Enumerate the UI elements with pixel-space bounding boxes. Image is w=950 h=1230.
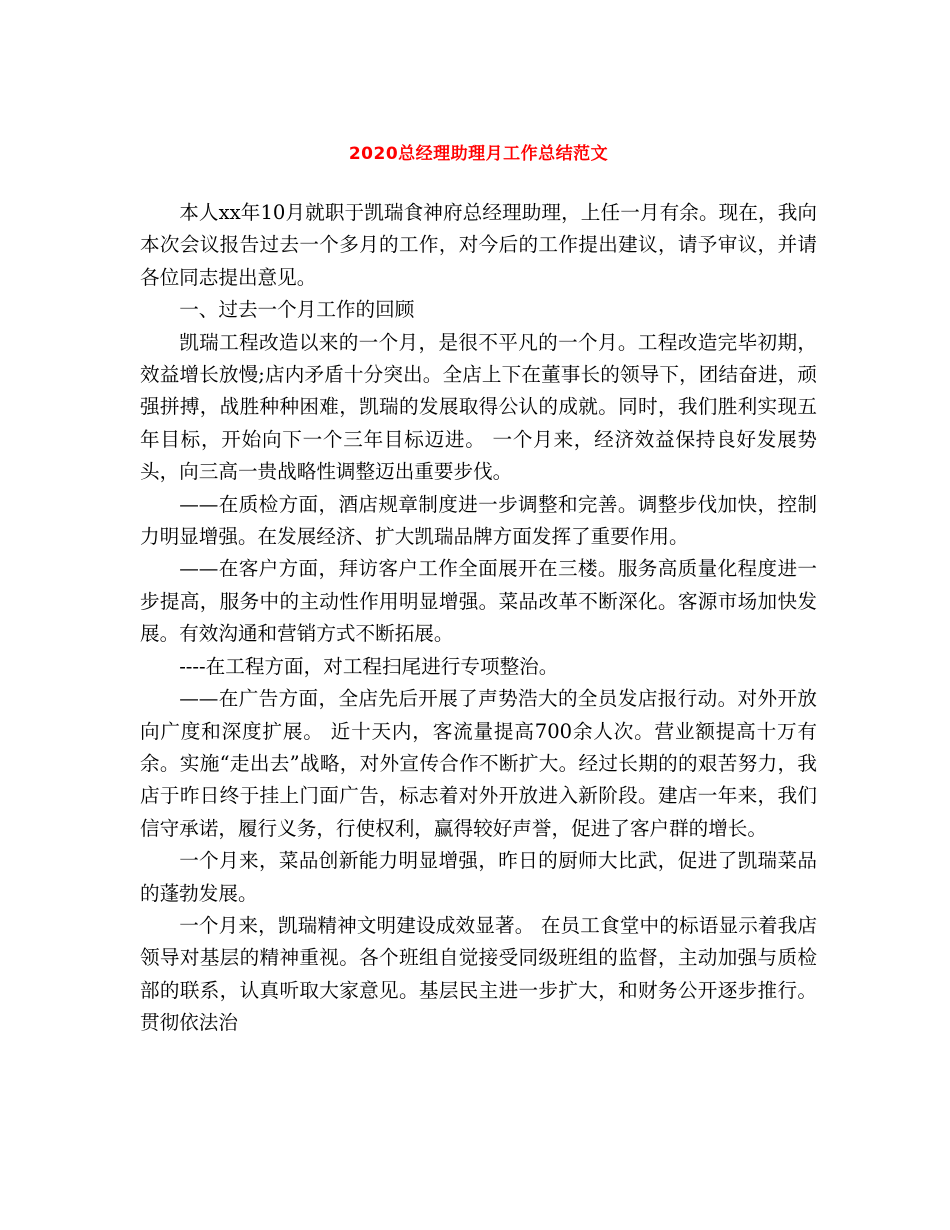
- paragraph-quality: ——在质检方面，酒店规章制度进一步调整和完善。调整步伐加快，控制力明显增强。在发展经济、扩大凯瑞品牌方面发挥了重要作用。: [140, 492, 817, 549]
- section-heading-review: 一、过去一个月工作的回顾: [179, 298, 415, 322]
- paragraph-culture: 一个月来，凯瑞精神文明建设成效显著。 在员工食堂中的标语显示着我店领导对基层的精神重视。各个班组自觉接受同级班组的监督，主动加强与质检部的联系，认真听取大家意见。基层民主进一步扩大，和财务公开逐步推行。贯彻依法治: [140, 913, 817, 1035]
- document-body: [140, 197, 817, 1040]
- paragraph-engineering: ----在工程方面，对工程扫尾进行专项整治。: [179, 654, 559, 678]
- paragraph-advertising: ——在广告方面，全店先后开展了声势浩大的全员发店报行动。对外开放向广度和深度扩展。 近十天内，客流量提高700余人次。营业额提高十万有余。实施“走出去”战略，对外宣传合作不断扩大。经过长期的的艰苦努力，我店于昨日终于挂上门面广告，标志着对外开放进入新阶段。建店一年来，我们信守承诺，履行义务，行使权利，赢得较好声誉，促进了客户群的增长。: [140, 687, 817, 840]
- paragraph-customer: ——在客户方面，拜访客户工作全面展开在三楼。服务高质量化程度进一步提高，服务中的主动性作用明显增强。菜品改革不断深化。客源市场加快发展。有效沟通和营销方式不断拓展。: [140, 557, 817, 646]
- paragraph-overview: 凯瑞工程改造以来的一个月，是很不平凡的一个月。工程改造完毕初期，效益增长放慢;店内矛盾十分突出。全店上下在董事长的领导下，团结奋进，顽强拼搏，战胜种种困难，凯瑞的发展取得公认的成就。同时，我们胜利实现五年目标，开始向下一个三年目标迈进。 一个月来，经济效益保持良好发展势头，向三高一贵战略性调整迈出重要步伐。: [140, 330, 817, 484]
- paragraph-dishes: 一个月来，菜品创新能力明显增强，昨日的厨师大比武，促进了凯瑞菜品的蓬勃发展。: [140, 849, 817, 905]
- document-title: 2020总经理助理月工作总结范文: [348, 144, 609, 164]
- paragraph-intro: 本人xx年10月就职于凯瑞食神府总经理助理，上任一月有余。现在，我向本次会议报告过去一个多月的工作，对今后的工作提出建议，请予审议，并请各位同志提出意见。: [140, 201, 817, 289]
